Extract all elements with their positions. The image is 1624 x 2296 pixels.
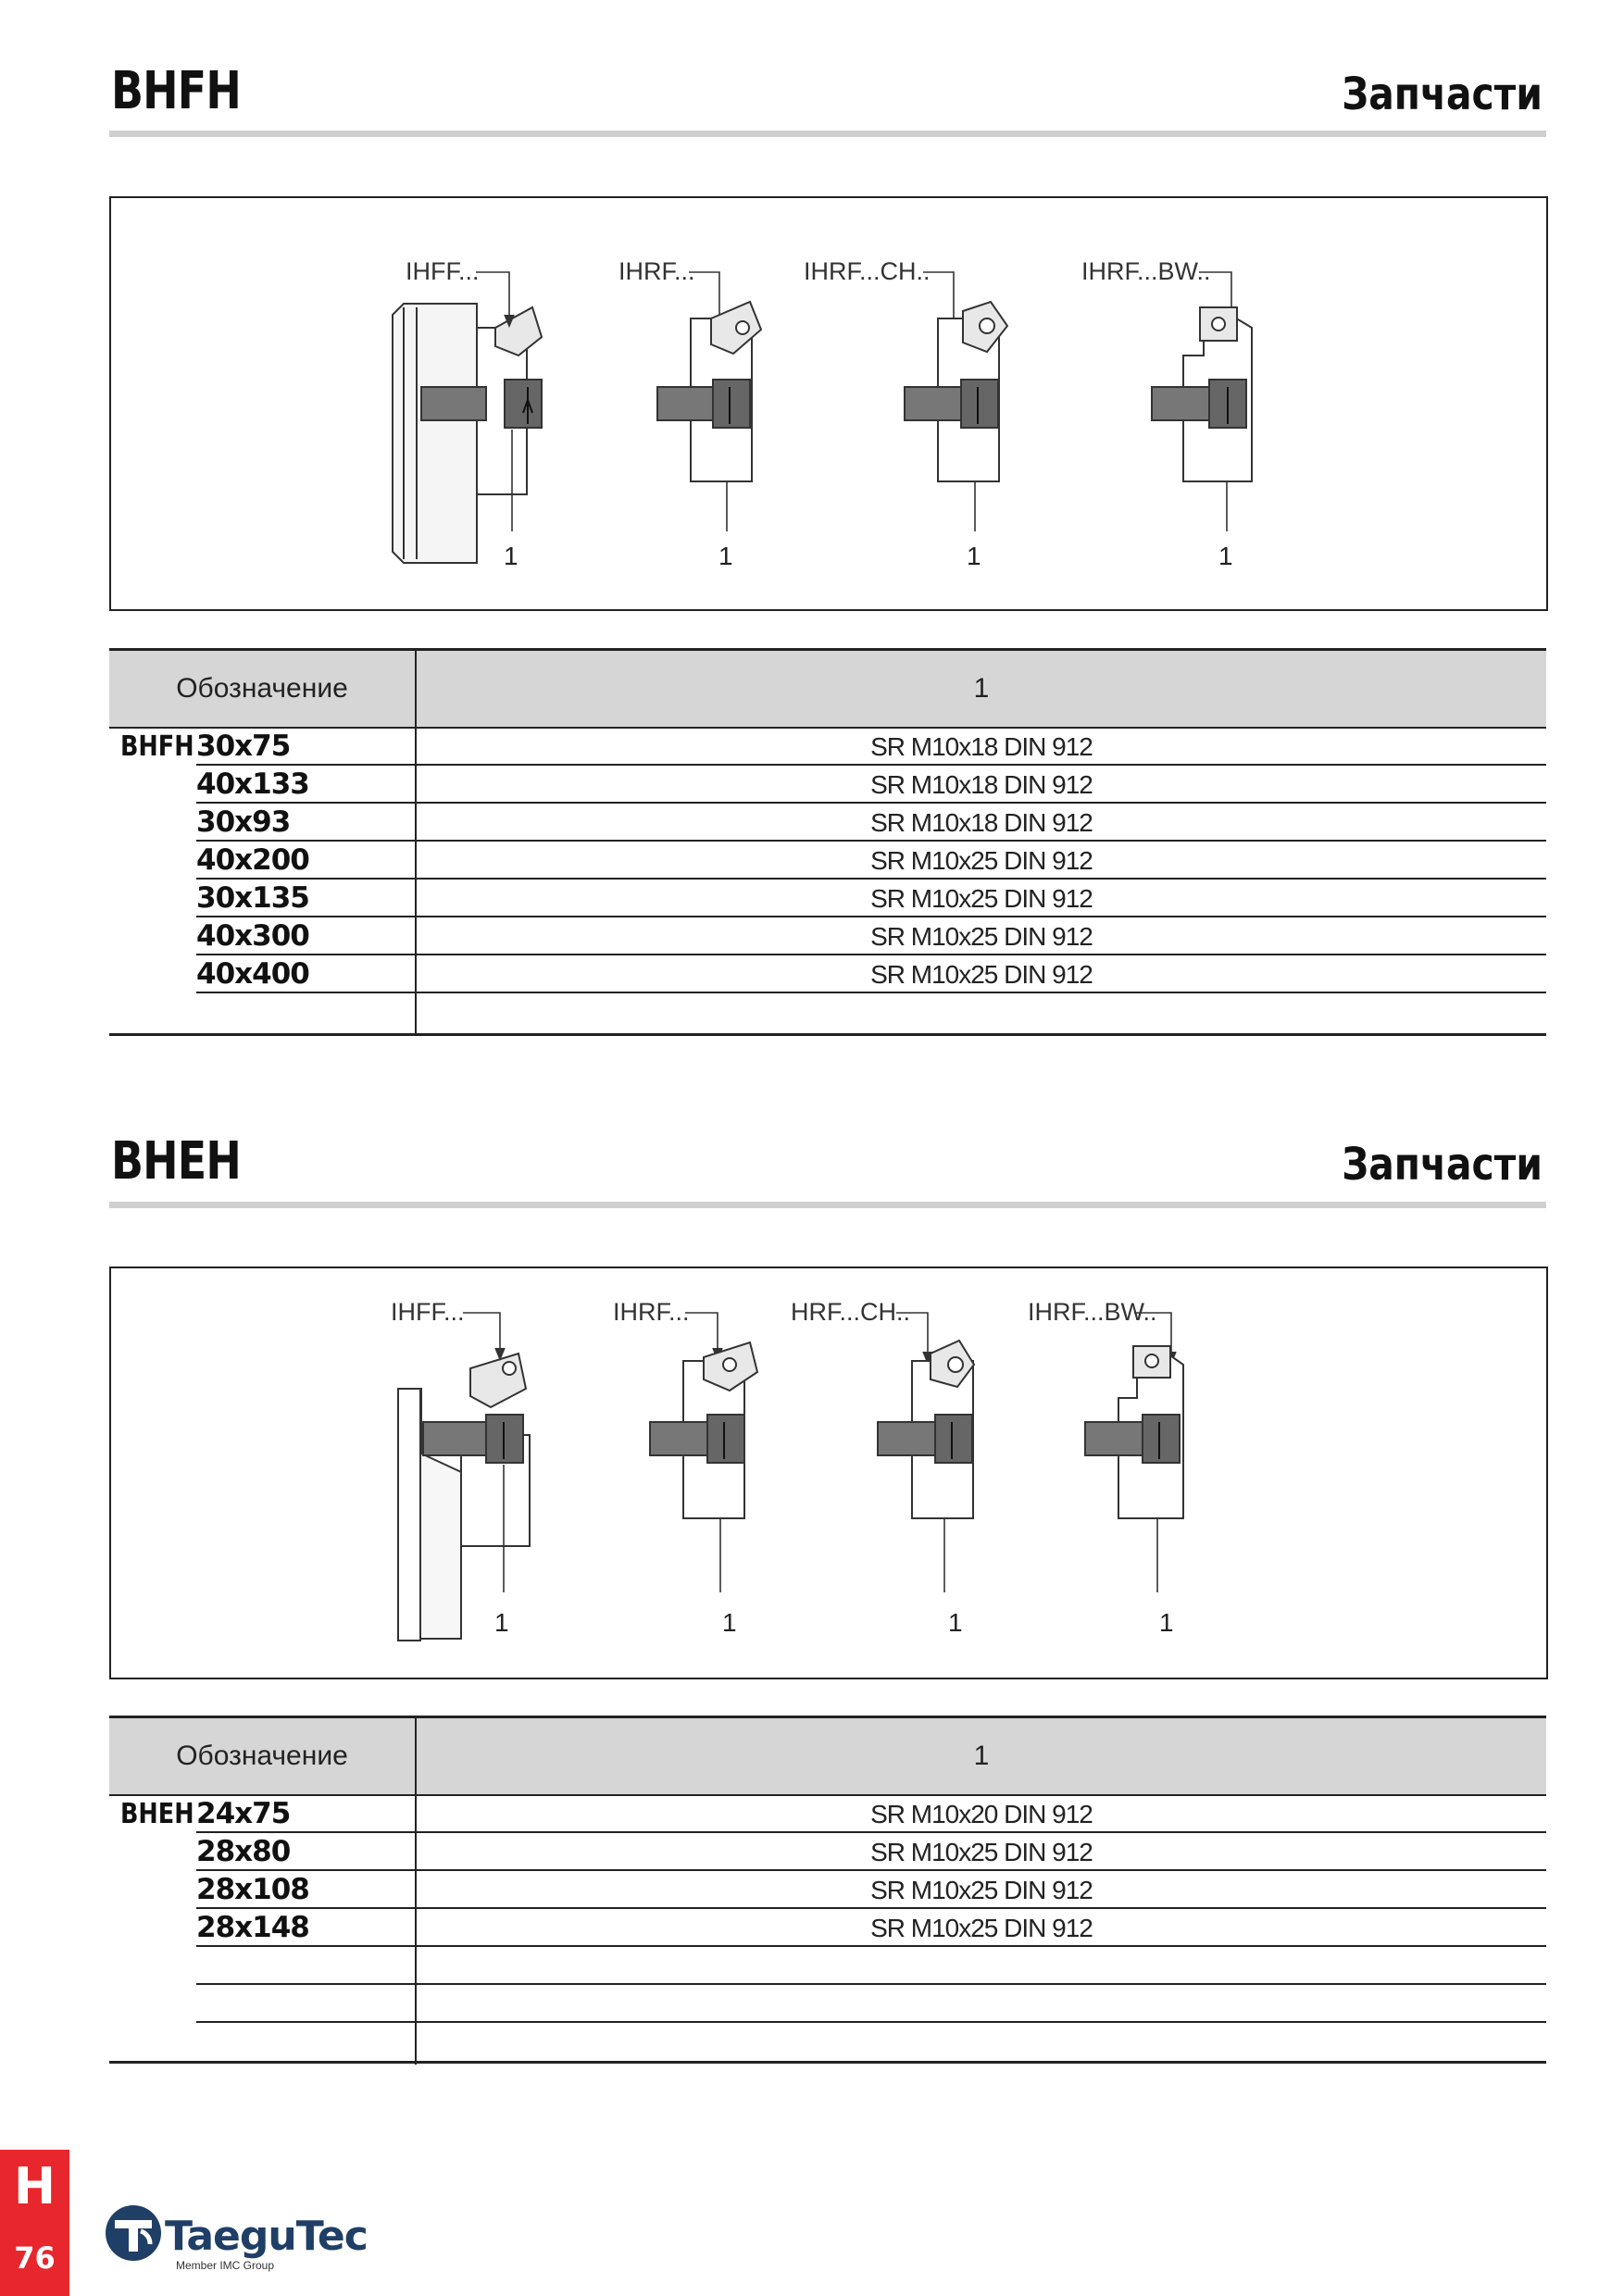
callout-label-2: IHRF... <box>613 1298 690 1326</box>
part-cell: SR M10x25 DIN 912 <box>870 846 1093 875</box>
taegutec-logo-icon <box>104 2203 163 2263</box>
part-number-label: 1 <box>718 542 733 570</box>
designation-cell: 40x133 <box>196 767 309 801</box>
designation-cell: 30x75 <box>196 730 291 763</box>
tool-drawing-4 <box>1085 1346 1183 1518</box>
logo-text: TaeguTec <box>165 2213 368 2260</box>
page-number: 76 <box>14 2240 56 2276</box>
part-cell: SR M10x18 DIN 912 <box>870 732 1093 761</box>
logo-subtext: Member IMC Group <box>176 2259 275 2272</box>
table-bottom-rule <box>109 2061 1546 2064</box>
table-row <box>109 766 1546 804</box>
designation-cell: 30x135 <box>196 881 309 915</box>
tool-drawing-4 <box>1152 307 1252 481</box>
callout-label-2: IHRF... <box>618 257 695 285</box>
callout-label-4: IHRF...BW.. <box>1081 257 1211 285</box>
part-cell: SR M10x25 DIN 912 <box>870 960 1093 989</box>
callout-label-3: HRF...CH.. <box>791 1298 911 1326</box>
part-number-label: 1 <box>722 1608 737 1637</box>
part-cell: SR M10x25 DIN 912 <box>870 1838 1093 1866</box>
part-number-label: 1 <box>1218 542 1233 570</box>
section-title: BHFH <box>111 61 241 121</box>
table-row <box>109 880 1546 917</box>
table-row <box>109 1871 1546 1909</box>
part-cell <box>417 993 1546 1031</box>
header-designation: Обозначение <box>176 673 348 704</box>
tool-drawing-3 <box>878 1341 974 1518</box>
designation-cell: 28x108 <box>196 1873 309 1906</box>
spare-parts-figure <box>109 196 1548 611</box>
header-part: 1 <box>973 673 990 704</box>
table-bottom-rule <box>109 1033 1546 1036</box>
designation-prefix: BHFH <box>120 730 194 763</box>
callout-lines-2 <box>463 1313 1176 1592</box>
designation-cell: 28x80 <box>196 1835 291 1868</box>
section-letter: H <box>13 2157 56 2215</box>
table-row <box>109 1947 1546 1985</box>
tool-drawing-1 <box>393 304 542 563</box>
part-cell: SR M10x25 DIN 912 <box>870 1876 1093 1904</box>
table-row <box>109 2023 1546 2061</box>
table-row <box>109 1985 1546 2023</box>
part-cell: SR M10x25 DIN 912 <box>870 922 1093 951</box>
tool-drawing-2 <box>657 302 761 481</box>
section-subtitle: Запчасти <box>1342 69 1543 120</box>
designation-cell: 28x148 <box>196 1911 309 1944</box>
table-row <box>109 917 1546 955</box>
section-rule <box>109 1202 1546 1208</box>
table-row <box>109 955 1546 993</box>
part-number-label: 1 <box>494 1608 509 1637</box>
part-number-label: 1 <box>948 1608 963 1637</box>
table-header <box>109 1716 1546 1796</box>
part-cell: SR M10x20 DIN 912 <box>870 1800 1093 1828</box>
spare-parts-table <box>109 648 1546 1037</box>
part-cell <box>417 1947 1546 1985</box>
table-row <box>109 728 1546 766</box>
table-row <box>109 1833 1546 1871</box>
tool-drawing-1 <box>398 1354 530 1641</box>
callout-label-3: IHRF...CH.. <box>804 257 931 285</box>
part-number-label: 1 <box>967 542 981 570</box>
tool-drawing-2 <box>650 1342 757 1518</box>
part-number-label: 1 <box>1159 1608 1174 1637</box>
part-cell <box>417 1985 1546 2023</box>
section-subtitle: Запчасти <box>1342 1139 1543 1191</box>
designation-cell: 30x93 <box>196 805 291 839</box>
part-cell: SR M10x25 DIN 912 <box>870 884 1093 913</box>
designation-cell: 24x75 <box>196 1797 291 1830</box>
tool-drawing-3 <box>905 302 1007 481</box>
table-row <box>109 842 1546 880</box>
table-row <box>109 993 1546 1031</box>
spare-parts-table <box>109 1716 1546 2065</box>
section-rule <box>109 131 1546 137</box>
callout-label-4: IHRF...BW.. <box>1028 1298 1157 1326</box>
designation-cell: 40x400 <box>196 957 309 991</box>
table-header <box>109 648 1546 729</box>
section-title: BHEH <box>111 1131 241 1192</box>
part-cell: SR M10x25 DIN 912 <box>870 1914 1093 1942</box>
designation-cell: 40x200 <box>196 843 309 877</box>
table-row <box>109 1795 1546 1833</box>
table-row <box>109 804 1546 842</box>
designation-cell: 40x300 <box>196 919 309 953</box>
table-row <box>109 1909 1546 1947</box>
spare-parts-figure <box>109 1267 1548 1679</box>
header-designation: Обозначение <box>176 1741 348 1771</box>
tool-drawings <box>111 1268 1546 1678</box>
callout-label-1: IHFF... <box>406 257 480 285</box>
header-part: 1 <box>973 1741 990 1771</box>
part-cell: SR M10x18 DIN 912 <box>870 770 1093 799</box>
tool-drawings <box>111 198 1546 609</box>
part-cell: SR M10x18 DIN 912 <box>870 808 1093 837</box>
part-cell <box>417 2023 1546 2061</box>
designation-prefix: BHEH <box>120 1798 194 1830</box>
part-number-label: 1 <box>504 542 518 570</box>
callout-lines-1 <box>476 272 1236 531</box>
callout-label-1: IHFF... <box>391 1298 465 1326</box>
